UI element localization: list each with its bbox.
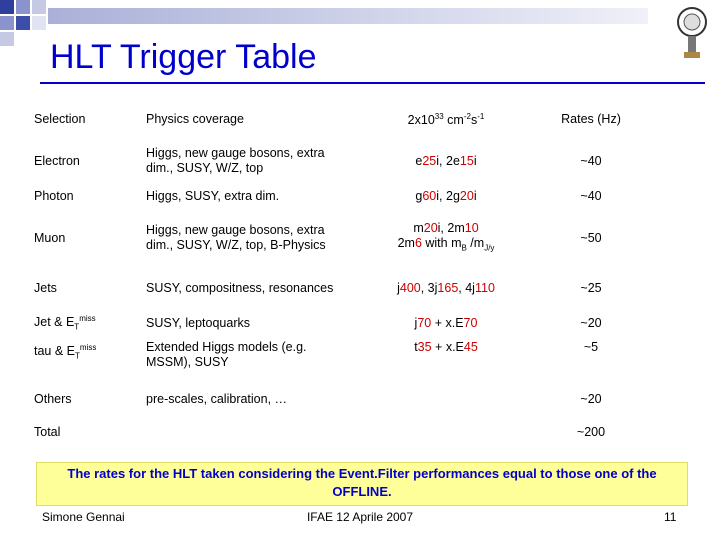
rate-cell: ~50 xyxy=(580,230,602,245)
selection-cell: Muon xyxy=(34,230,66,245)
trigger-text: with m xyxy=(421,235,462,250)
rate-cell: ~25 xyxy=(580,280,602,295)
header-luminosity: $2x10^{33}$ $cm^{-2}s^{-1}$ xyxy=(407,112,485,128)
table-row xyxy=(28,182,648,210)
threshold-value: 60 xyxy=(422,188,437,203)
physics-cell xyxy=(140,416,358,448)
trigger-text: i xyxy=(473,188,477,203)
selection-cell: Jets xyxy=(34,280,57,295)
physics-cell: Higgs, SUSY, extra dim. xyxy=(146,188,280,203)
threshold-value: 25 xyxy=(422,153,437,168)
trigger-text: m xyxy=(413,220,424,235)
trigger-text: j xyxy=(397,280,400,295)
trigger-text: j xyxy=(414,315,418,330)
footer-author: Simone Gennai xyxy=(42,510,125,524)
threshold-value: 6 xyxy=(414,235,422,250)
selection-cell: Photon xyxy=(34,188,74,203)
selection-cell: Total xyxy=(34,424,61,439)
physics-cell: Higgs, new gauge bosons, extra dim., SUSY, W/Z, top, B-Physics xyxy=(146,223,326,252)
trigger-cell xyxy=(358,336,534,382)
trigger-text: t xyxy=(414,340,418,354)
trigger-table xyxy=(28,98,648,448)
table-row-total xyxy=(28,416,648,448)
physics-cell: SUSY, leptoquarks xyxy=(146,315,250,330)
trigger-text: g xyxy=(415,188,423,203)
table-row xyxy=(28,210,648,266)
trigger-cell xyxy=(358,382,534,416)
threshold-value: 110 xyxy=(474,280,495,295)
trigger-text: i xyxy=(473,153,477,168)
trigger-cell xyxy=(358,310,534,336)
trigger-text: , 4j xyxy=(458,280,475,295)
note-box: The rates for the HLT taken considering the Event.Filter performances equal to those one of the OFFLINE. xyxy=(36,462,688,506)
trigger-text: + x.E xyxy=(431,315,464,330)
threshold-value: 70 xyxy=(463,315,478,330)
trigger-cell: m20i, 2m10 2m6 with $m_B$ $/m_{J/y}$ xyxy=(397,220,495,253)
experiment-logo-icon xyxy=(670,4,714,60)
trigger-text: + x.E xyxy=(431,340,464,354)
trigger-text: 2m xyxy=(397,235,415,250)
rate-cell: ~40 xyxy=(580,188,602,203)
threshold-value: 70 xyxy=(417,315,432,330)
table-row xyxy=(28,310,648,336)
rate-cell: ~20 xyxy=(580,315,602,330)
threshold-value: 35 xyxy=(417,340,432,354)
trigger-text: i, 2m xyxy=(437,220,465,235)
rate-cell: ~20 xyxy=(580,391,602,406)
rate-cell: ~40 xyxy=(580,153,602,168)
trigger-text: e xyxy=(415,153,423,168)
threshold-value: 15 xyxy=(459,153,474,168)
physics-cell: Higgs, new gauge bosons, extra dim., SUSY, W/Z, top xyxy=(146,146,325,175)
footer-page-number: 11 xyxy=(664,510,677,524)
trigger-text: i, 2g xyxy=(436,188,460,203)
threshold-value: 10 xyxy=(464,220,479,235)
physics-cell: pre-scales, calibration, … xyxy=(146,391,288,406)
trigger-text: i, 2e xyxy=(436,153,460,168)
threshold-value: 400 xyxy=(399,280,421,295)
footer-event: IFAE 12 Aprile 2007 xyxy=(306,510,414,524)
threshold-value: 20 xyxy=(423,220,438,235)
selection-cell: Jet & $E_T^{miss}$ xyxy=(34,314,96,332)
trigger-cell xyxy=(358,140,534,182)
trigger-text: , 3j xyxy=(420,280,438,295)
title-underline xyxy=(40,82,705,84)
physics-cell: SUSY, compositness, resonances xyxy=(146,280,334,295)
table-row xyxy=(28,336,648,382)
trigger-cell xyxy=(358,266,534,310)
rate-cell: ~200 xyxy=(576,424,606,439)
rate-cell: ~5 xyxy=(583,340,599,354)
table-row xyxy=(28,382,648,416)
selection-cell: Electron xyxy=(34,153,80,168)
table-row xyxy=(28,140,648,182)
selection-cell: Others xyxy=(34,391,72,406)
physics-cell: Extended Higgs models (e.g. MSSM), SUSY xyxy=(146,340,307,369)
threshold-value: 45 xyxy=(463,340,478,354)
header-rates: Rates (Hz) xyxy=(561,111,621,126)
trigger-cell xyxy=(358,182,534,210)
header-selection: Selection xyxy=(34,111,86,126)
threshold-value: 165 xyxy=(437,280,459,295)
table-row xyxy=(28,266,648,310)
header-physics: Physics coverage xyxy=(146,111,244,126)
trigger-cell xyxy=(358,416,534,448)
threshold-value: 20 xyxy=(459,188,474,203)
table-header-row xyxy=(28,98,648,140)
slide-title: HLT Trigger Table xyxy=(50,38,317,76)
selection-cell: tau & $E_T^{miss}$ xyxy=(34,343,97,361)
